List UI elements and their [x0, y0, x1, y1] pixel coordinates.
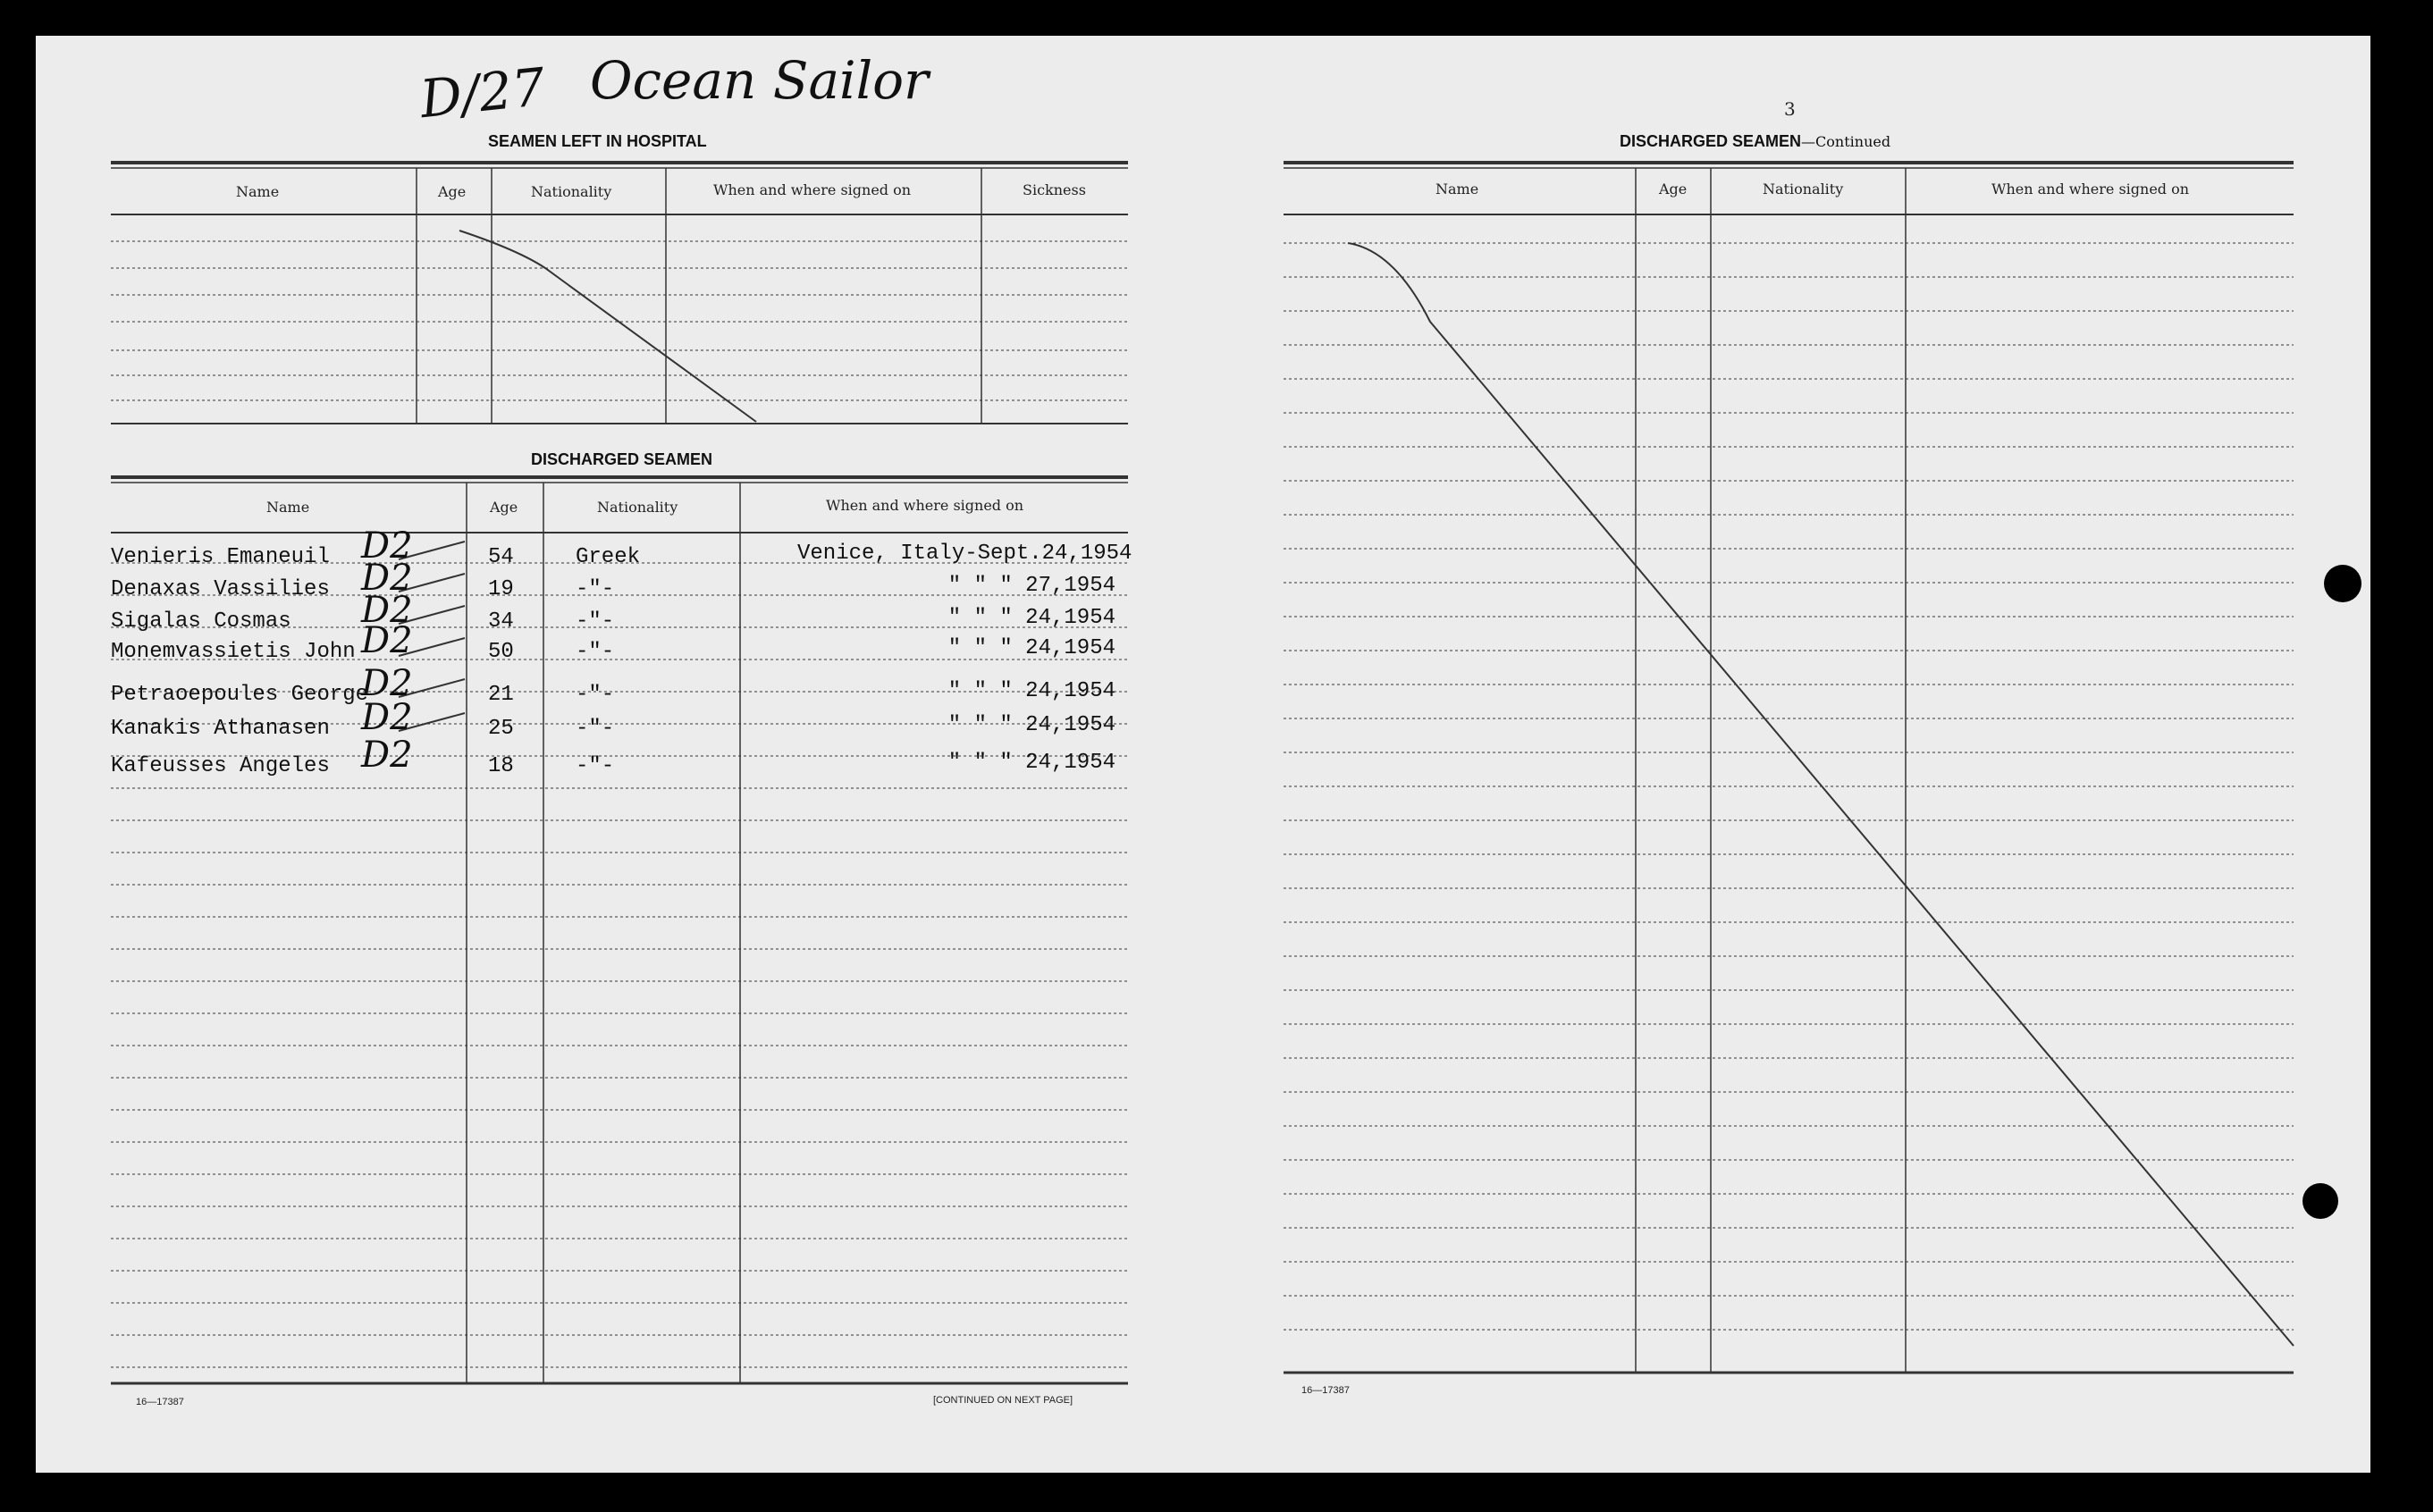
right-col-nationality: Nationality — [1763, 181, 1844, 197]
discharged-section-title: DISCHARGED SEAMEN — [531, 450, 713, 468]
page-number: 3 — [1784, 98, 1796, 120]
right-col-age: Age — [1659, 181, 1688, 197]
seaman-nationality: -"- — [576, 640, 615, 664]
seaman-signed-on: " " " 24,1954 — [947, 606, 1115, 630]
seaman-signed-on: " " " 24,1954 — [947, 751, 1115, 775]
hospital-col-nationality: Nationality — [531, 183, 612, 200]
seaman-signed-on: " " " 24,1954 — [947, 713, 1115, 737]
right-col-name: Name — [1435, 181, 1479, 197]
cancel-stroke-right-page — [1348, 243, 2294, 1346]
seaman-age: 54 — [488, 545, 514, 569]
hospital-section-title: SEAMEN LEFT IN HOSPITAL — [488, 132, 707, 150]
discharged-col-nationality: Nationality — [597, 499, 678, 516]
left-form-number: 16—17387 — [136, 1397, 184, 1407]
seaman-age: 25 — [488, 717, 514, 741]
punch-hole — [2324, 565, 2361, 602]
seaman-signed-on: " " " 24,1954 — [947, 636, 1115, 660]
seaman-name: Venieris Emaneuil — [111, 545, 330, 569]
right-col-signed-on: When and where signed on — [1991, 181, 2190, 197]
seaman-nationality: -"- — [576, 577, 615, 601]
seaman-nationality: -"- — [576, 717, 615, 741]
seaman-age: 34 — [488, 609, 514, 634]
cancel-stroke-hospital — [459, 231, 756, 422]
seaman-age: 19 — [488, 577, 514, 601]
discharge-mark: D2 — [361, 663, 413, 704]
seaman-signed-on: " " " 24,1954 — [947, 679, 1115, 703]
discharge-mark: D2 — [361, 590, 413, 631]
right-form-number: 16—17387 — [1301, 1385, 1350, 1396]
seaman-nationality: Greek — [576, 545, 641, 569]
punch-hole — [2303, 1183, 2338, 1219]
hospital-col-signed-on: When and where signed on — [713, 181, 912, 198]
seaman-nationality: -"- — [576, 609, 615, 634]
discharged-col-age: Age — [490, 499, 518, 516]
right-section-title — [1620, 132, 1890, 151]
discharge-mark: D2 — [361, 735, 413, 776]
handwritten-date: D/27 — [417, 55, 549, 130]
discharge-mark: D2 — [361, 620, 413, 661]
seaman-name: Sigalas Cosmas — [111, 609, 291, 634]
handwritten-vessel-name: Ocean Sailor — [590, 50, 929, 111]
seaman-name: Denaxas Vassilies — [111, 577, 330, 601]
discharge-mark: D2 — [361, 697, 413, 738]
continued-note: [CONTINUED ON NEXT PAGE] — [933, 1395, 1073, 1406]
seaman-name: Kafeusses Angeles — [111, 754, 330, 778]
discharge-mark: D2 — [361, 558, 413, 599]
discharged-col-signed-on: When and where signed on — [826, 497, 1024, 514]
seaman-nationality: -"- — [576, 754, 615, 778]
discharge-mark: D2 — [361, 525, 413, 567]
hospital-col-age: Age — [438, 183, 467, 200]
seaman-age: 18 — [488, 754, 514, 778]
seaman-signed-on: " " " 27,1954 — [947, 574, 1115, 598]
right-section-title-continued: —Continued — [1801, 133, 1891, 150]
hospital-col-name: Name — [236, 183, 280, 200]
discharged-col-name: Name — [266, 499, 310, 516]
right-section-title-bold: DISCHARGED SEAMEN — [1620, 132, 1802, 150]
seaman-name: Kanakis Athanasen — [111, 717, 330, 741]
seaman-name: Petraoepoules George — [111, 683, 369, 707]
seaman-age: 50 — [488, 640, 514, 664]
seaman-signed-on: Venice, Italy-Sept.24,1954 — [797, 542, 1132, 566]
seaman-name: Monemvassietis John — [111, 640, 356, 664]
seaman-age: 21 — [488, 683, 514, 707]
seaman-nationality: -"- — [576, 683, 615, 707]
hospital-col-sickness: Sickness — [1023, 181, 1086, 198]
